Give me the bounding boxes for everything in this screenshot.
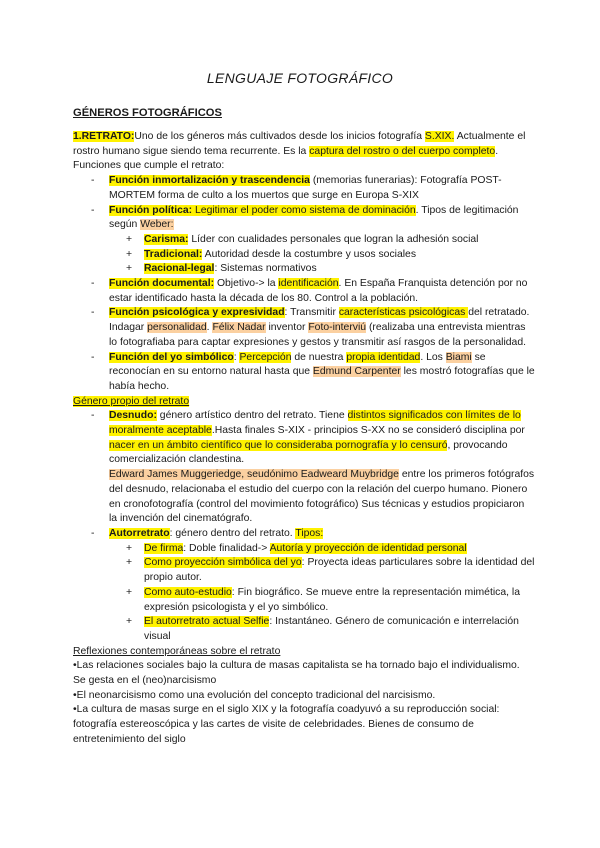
- text: : género dentro del retrato.: [169, 527, 296, 539]
- highlight: nacer en un ámbito científico que lo consideraba pornografía y lo censuró: [109, 439, 448, 451]
- text: : Doble finalidad->: [183, 542, 270, 554]
- funciones-list-continued: [73, 277, 535, 395]
- list-item: [73, 542, 535, 557]
- text: .Hasta finales S-XIX - principios S-XX no se consideró disciplina por: [211, 425, 525, 437]
- text: Objetivo-> la: [214, 278, 279, 290]
- highlight-orange: Weber:: [140, 219, 174, 231]
- list-item: [73, 248, 535, 263]
- text: Autoridad desde la costumbre y usos sociales: [202, 248, 417, 260]
- list-item: [73, 586, 535, 615]
- text: . Los: [420, 351, 446, 363]
- term: Tradicional:: [144, 248, 203, 260]
- list-item: [73, 204, 535, 233]
- highlight: De firma: [144, 542, 184, 554]
- text: , provocando comercialización clandestina.: [109, 439, 508, 466]
- highlight-orange: Edward James Muggeriedge, seudónimo Eadweard Muybridge: [109, 469, 399, 481]
- list-item: [73, 409, 535, 527]
- highlight: captura del rostro o del cuerpo completo: [309, 145, 496, 157]
- text: (memorias funerarias): Fotografía POST-MORTEM forma de culto a los muertos que surge en Europa S-XIX: [109, 175, 502, 201]
- term: Función documental:: [109, 278, 215, 290]
- bullet: -: [91, 204, 95, 216]
- text: inventor: [265, 322, 309, 334]
- highlight: Tipos:: [295, 527, 324, 539]
- document-body: [73, 130, 535, 748]
- retrato-label: 1.RETRATO:: [73, 131, 135, 142]
- text: del retratado. Indagar: [109, 307, 530, 334]
- text: : Fin biográfico. Se mueve entre la representación mimética, la expresión psicologista y el yo simbólico.: [144, 586, 520, 613]
- highlight: El autorretrato actual Selfie: [144, 616, 270, 628]
- highlight: Legitimar el poder como sistema de dominación: [192, 204, 416, 216]
- text: : Instantáneo. Género de comunicación e interrelación visual: [144, 616, 519, 642]
- highlight: Autoría y proyección de identidad personal: [269, 542, 467, 554]
- highlight: Como proyección simbólica del yo: [144, 557, 302, 569]
- list-item: [73, 351, 535, 395]
- term: Desnudo:: [109, 410, 157, 422]
- highlight: S.XIX.: [424, 131, 455, 142]
- text: : Proyecta ideas particulares sobre la identidad del propio autor.: [144, 557, 535, 584]
- retrato-intro: [73, 130, 535, 174]
- bullet: +: [126, 263, 133, 275]
- term: Función inmortalización y trascendencia: [109, 175, 310, 187]
- reflexion-item: •La cultura de masas surge en el siglo XIX y la fotografía coadyuvó a su reproducción social: fotografía estereoscópica y las cartes de visite de celebridades. Bienes de consumo de entretenimiento del siglo: [73, 704, 500, 745]
- section-heading: GÉNEROS FOTOGRÁFICOS: [73, 107, 222, 119]
- highlight-orange: Edmund Carpenter: [312, 366, 401, 378]
- genero-list: [73, 409, 535, 541]
- highlight-orange: personalidad: [147, 322, 207, 334]
- funciones-list: [73, 174, 535, 233]
- reflexiones-heading: [73, 645, 535, 660]
- text: :: [233, 351, 240, 363]
- term: Función del yo simbólico: [109, 351, 234, 363]
- text: se reconocían en su entorno natural hasta que: [109, 351, 486, 378]
- subheading: Reflexiones contemporáneas sobre el retrato: [73, 645, 281, 657]
- bullet: +: [126, 233, 133, 245]
- text: les mostró fotografías que le había hecho.: [109, 366, 535, 392]
- term: Función psicológica y expresividad: [109, 307, 285, 319]
- list-item: [73, 277, 535, 306]
- bullet: -: [91, 278, 95, 290]
- bullet: +: [126, 248, 133, 260]
- bullet: +: [126, 542, 133, 554]
- bullet: -: [91, 307, 95, 319]
- bullet: +: [126, 557, 133, 569]
- highlight-orange: Félix Nadar: [212, 322, 266, 334]
- list-item: [73, 262, 535, 277]
- text: .: [206, 322, 213, 334]
- reflexion-item: •El neonarcisismo como una evolución del concepto tradicional del narcisismo.: [73, 689, 436, 701]
- document-title: LENGUAJE FOTOGRÁFICO: [206, 70, 394, 86]
- list-item: [73, 233, 535, 248]
- highlight-orange: Biami: [445, 351, 472, 363]
- text: Líder con cualidades personales que logran la adhesión social: [188, 233, 479, 245]
- highlight: identificación: [278, 278, 339, 290]
- highlight: Como auto-estudio: [144, 586, 232, 598]
- term: Autorretrato: [109, 527, 170, 539]
- text: . Funciones que cumple el retrato:: [73, 145, 499, 172]
- highlight: distintos significados con límites de lo moralmente aceptable: [109, 410, 521, 437]
- bullet: +: [126, 586, 133, 598]
- text: de nuestra: [291, 351, 347, 363]
- text: : Sistemas normativos: [214, 263, 317, 275]
- list-item: [73, 527, 535, 542]
- bullet: +: [126, 616, 133, 628]
- text: género artístico dentro del retrato. Tiene: [156, 410, 348, 422]
- bullet: -: [91, 410, 95, 422]
- reflexion-item: •Las relaciones sociales bajo la cultura de masas capitalista se ha tornado bajo el individualismo. Se gesta en el (neo)narcisismo: [73, 660, 520, 687]
- term: Carisma:: [144, 233, 189, 245]
- highlight: Percepción: [239, 351, 292, 363]
- highlight: propia identidad: [346, 351, 421, 363]
- bullet: -: [91, 527, 95, 539]
- tipos-list: [73, 542, 535, 645]
- text: : Transmitir: [284, 307, 339, 319]
- highlight: características psicológicas: [338, 307, 469, 319]
- genero-heading: [73, 395, 535, 410]
- text: Actualmente el rostro humano sigue siendo tema recurrente. Es la: [73, 131, 526, 157]
- bullet: -: [91, 351, 95, 363]
- weber-list: [73, 233, 535, 277]
- list-item: [73, 174, 535, 203]
- highlight-orange: Foto-interviú: [308, 322, 367, 334]
- bullet: -: [91, 175, 95, 187]
- text: entre los primeros fotógrafos del desnudo, relacionaba el estudio del cuerpo con la relación del cuerpo humano. Pionero en cronofotografía (control del movimiento fotográfico) Sus técnicas y estudios propiciaron la invención del cinematógrafo.: [109, 469, 535, 525]
- term: Racional-legal: [144, 263, 215, 275]
- subheading: Género propio del retrato: [73, 395, 190, 407]
- text: . En España Franquista detención por no estar identificado hasta la década de los 80. Control a la población.: [109, 278, 528, 304]
- text: Uno de los géneros más cultivados desde los inicios fotografía: [134, 131, 425, 142]
- term: Función política:: [109, 204, 193, 216]
- text: (realizaba una entrevista mientras lo fotografiaba para captar expresiones y gestos y transmitir así rasgos de la personalidad.: [109, 322, 527, 348]
- list-item: [73, 306, 535, 350]
- list-item: [73, 615, 535, 644]
- text: . Tipos de legitimación según: [109, 204, 519, 231]
- list-item: [73, 556, 535, 585]
